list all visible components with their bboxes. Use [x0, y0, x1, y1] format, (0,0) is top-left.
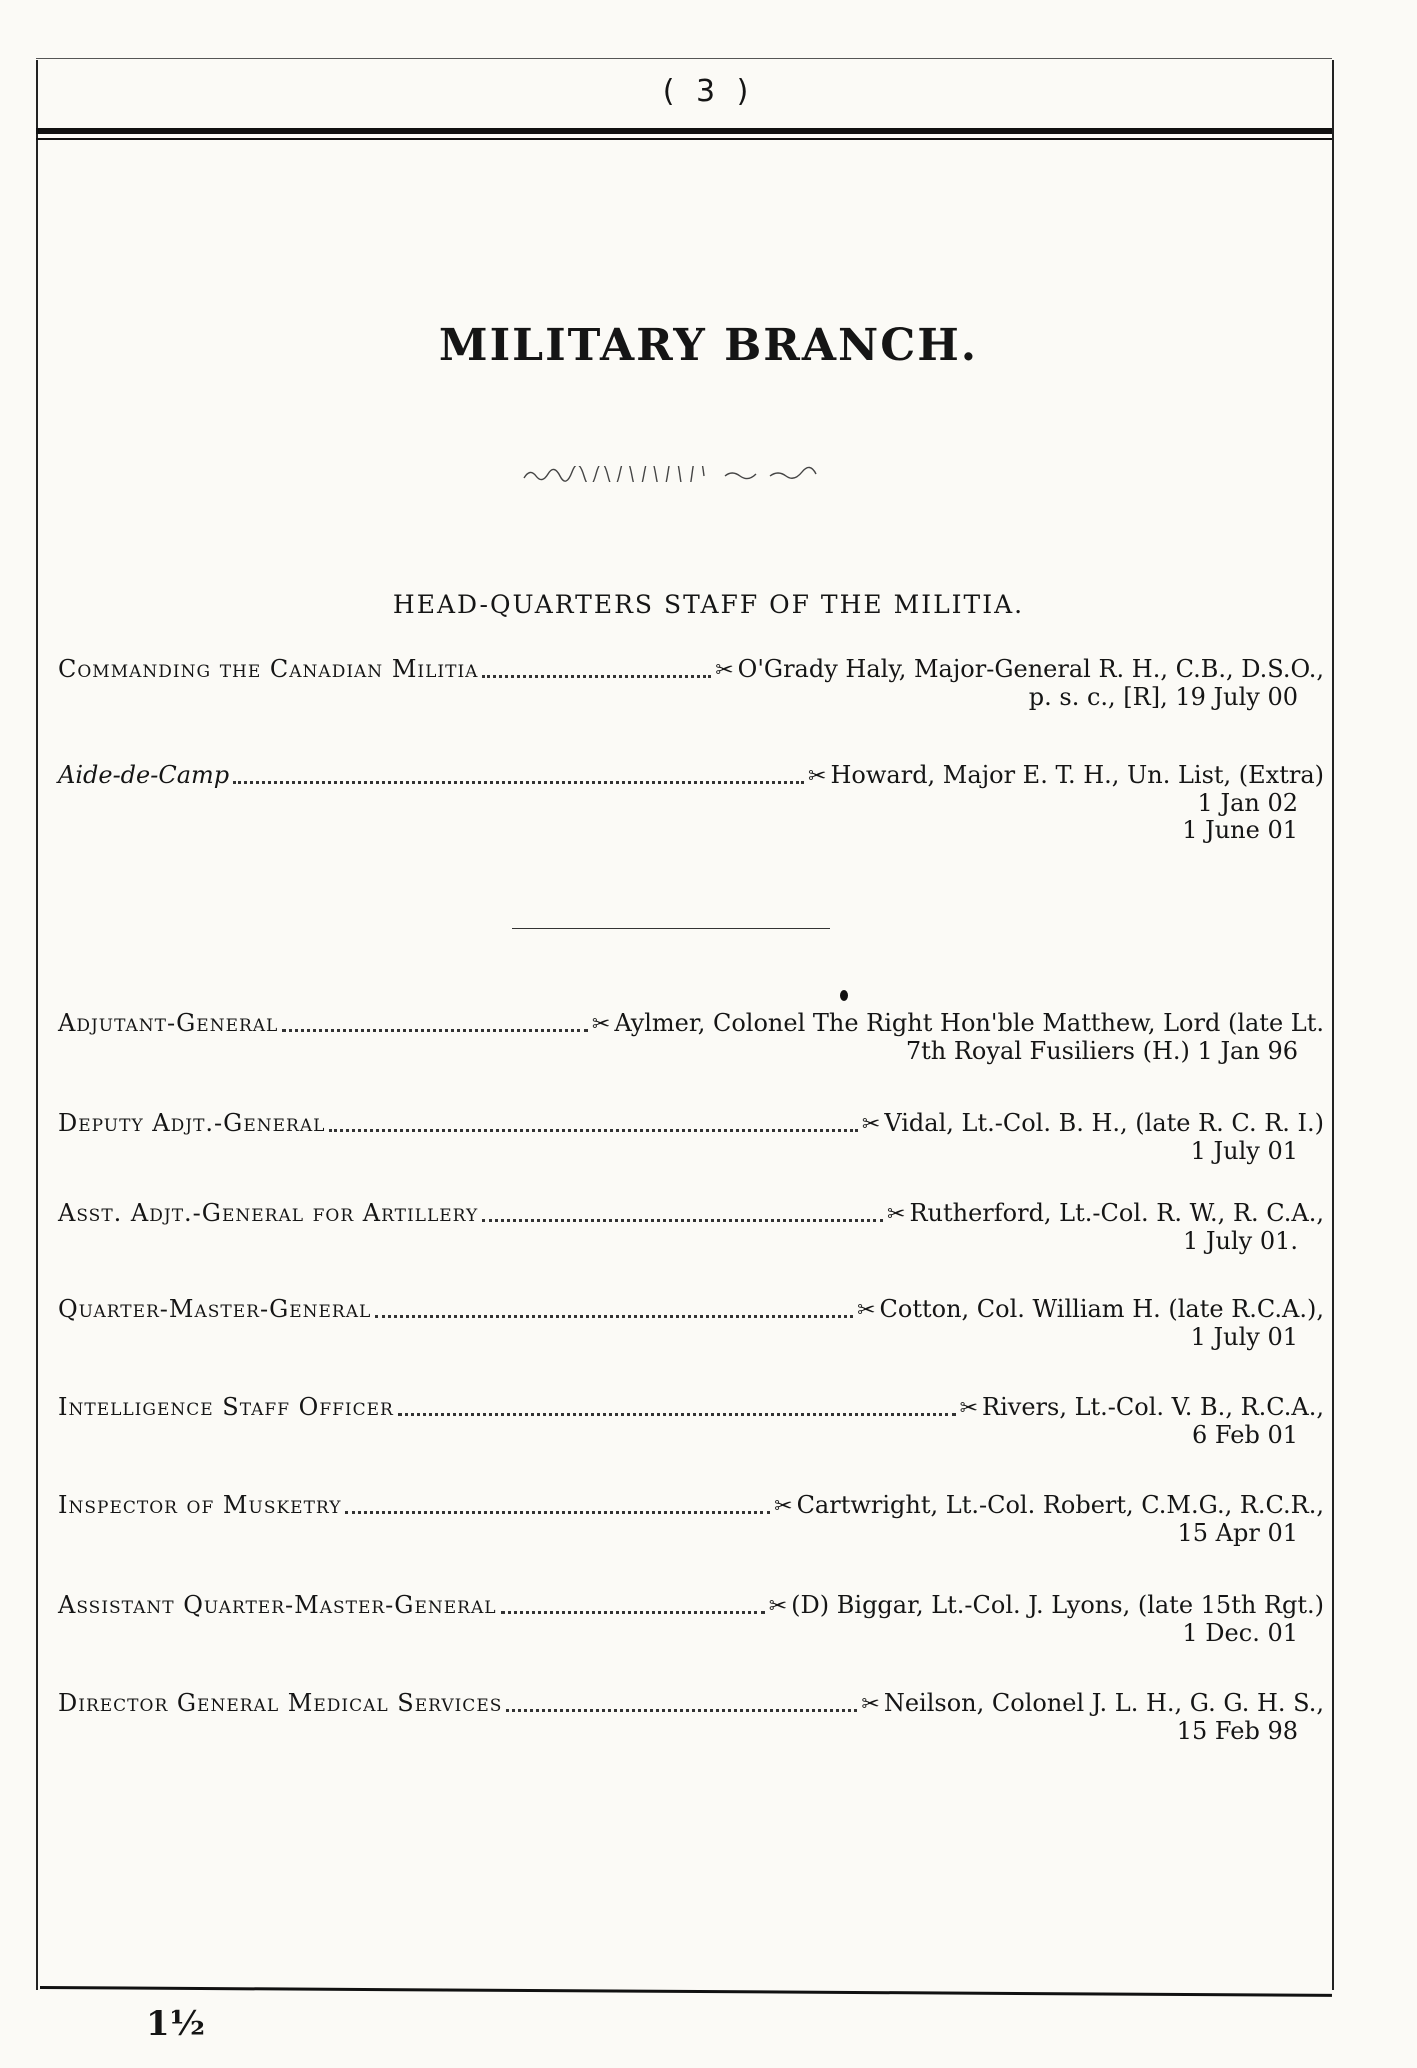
officer-name: Howard, Major E. T. H., Un. List, (Extra) — [830, 761, 1324, 789]
scissors-icon: ✂ — [808, 764, 827, 789]
dot-leader — [482, 675, 711, 678]
scissors-icon: ✂ — [591, 1012, 611, 1037]
dot-leader — [375, 1315, 853, 1318]
office-title: Adjutant-General — [58, 1009, 279, 1037]
scissors-icon: ✂ — [861, 1692, 880, 1717]
section-divider — [512, 928, 830, 929]
officer-name: (D) Biggar, Lt.-Col. J. Lyons, (late 15th Rgt.) — [791, 1591, 1324, 1619]
scissors-icon: ✂ — [857, 1298, 876, 1323]
dot-leader — [482, 1219, 883, 1222]
entry-line — [58, 1592, 1324, 1620]
dot-leader — [501, 1611, 765, 1614]
list-item — [58, 1394, 1324, 1449]
header-rule-thick — [36, 128, 1332, 134]
list-item — [58, 1492, 1324, 1547]
appointment-date: 1 Jan 02 — [1197, 789, 1298, 817]
officer-name: Cotton, Col. William H. (late R.C.A.), — [879, 1295, 1324, 1323]
entry-line — [58, 1690, 1324, 1718]
appointment-date: 7th Royal Fusiliers (H.) 1 Jan 96 — [905, 1037, 1298, 1065]
list-item — [58, 1010, 1324, 1065]
appointment-date: 1 July 01. — [1182, 1227, 1298, 1255]
ornament-flourish — [520, 466, 820, 482]
appointment-date: 1 July 01 — [1190, 1323, 1298, 1351]
entry-line — [58, 1200, 1324, 1228]
office-title: Inspector of Musketry — [58, 1491, 342, 1519]
appointment-date: 1 June 01 — [1182, 816, 1298, 844]
dot-leader — [233, 781, 804, 784]
list-item — [58, 656, 1324, 711]
office-title: Commanding the Canadian Militia — [58, 655, 479, 683]
officer-name: Neilson, Colonel J. L. H., G. G. H. S., — [883, 1689, 1324, 1717]
list-item — [58, 1200, 1324, 1255]
page-title: MILITARY BRANCH. — [438, 320, 979, 371]
dot-leader — [329, 1129, 857, 1132]
office-title: Deputy Adjt.-General — [58, 1109, 326, 1137]
dot-leader — [282, 1029, 588, 1032]
entry-line — [58, 1492, 1324, 1520]
printer-mark — [840, 990, 848, 1001]
entry-line — [58, 1394, 1324, 1422]
entry-line — [58, 656, 1324, 684]
officer-name: Aylmer, Colonel The Right Hon'ble Matthew, Lord (late Lt. — [614, 1009, 1324, 1037]
section-title: HEAD-QUARTERS STAFF OF THE MILITIA. — [392, 590, 1025, 619]
header-rule-thin — [36, 138, 1332, 140]
page-number: ( 3 ) — [662, 74, 755, 109]
signature-mark: 1½ — [146, 2004, 206, 2044]
office-title: Assistant Quarter-Master-General — [58, 1591, 497, 1619]
list-item — [58, 762, 1324, 844]
officer-name: Vidal, Lt.-Col. B. H., (late R. C. R. I.) — [884, 1109, 1324, 1137]
entry-line — [58, 762, 1324, 790]
appointment-date: 1 July 01 — [1190, 1137, 1298, 1165]
appointment-date: 15 Apr 01 — [1177, 1519, 1298, 1547]
list-item — [58, 1690, 1324, 1745]
scissors-icon: ✂ — [959, 1396, 979, 1421]
office-title: Intelligence Staff Officer — [58, 1393, 394, 1421]
dot-leader — [345, 1511, 770, 1514]
appointment-date: 15 Feb 98 — [1176, 1717, 1298, 1745]
entry-line — [58, 1010, 1324, 1038]
list-item — [58, 1296, 1324, 1351]
dot-leader — [398, 1413, 956, 1416]
office-title: Asst. Adjt.-General for Artillery — [58, 1199, 479, 1227]
office-title: Aide-de-Camp — [58, 761, 230, 789]
top-rule — [36, 58, 1332, 59]
list-item — [58, 1592, 1324, 1647]
scissors-icon: ✂ — [774, 1494, 793, 1519]
scissors-icon: ✂ — [715, 658, 734, 683]
entry-line — [58, 1296, 1324, 1324]
scissors-icon: ✂ — [887, 1202, 906, 1227]
scissors-icon: ✂ — [861, 1112, 881, 1137]
officer-name: Cartwright, Lt.-Col. Robert, C.M.G., R.C.R., — [796, 1491, 1324, 1519]
officer-name: O'Grady Haly, Major-General R. H., C.B., D.S.O., — [737, 655, 1324, 683]
entry-line — [58, 1110, 1324, 1138]
appointment-date: 6 Feb 01 — [1192, 1421, 1298, 1449]
office-title: Quarter-Master-General — [58, 1295, 372, 1323]
appointment-date: p. s. c., [R], 19 July 00 — [1028, 683, 1298, 711]
appointment-date: 1 Dec. 01 — [1182, 1619, 1298, 1647]
list-item — [58, 1110, 1324, 1165]
officer-name: Rutherford, Lt.-Col. R. W., R. C.A., — [909, 1199, 1324, 1227]
officer-name: Rivers, Lt.-Col. V. B., R.C.A., — [982, 1393, 1324, 1421]
office-title: Director General Medical Services — [58, 1689, 503, 1717]
scissors-icon: ✂ — [768, 1594, 788, 1619]
dot-leader — [506, 1709, 857, 1712]
